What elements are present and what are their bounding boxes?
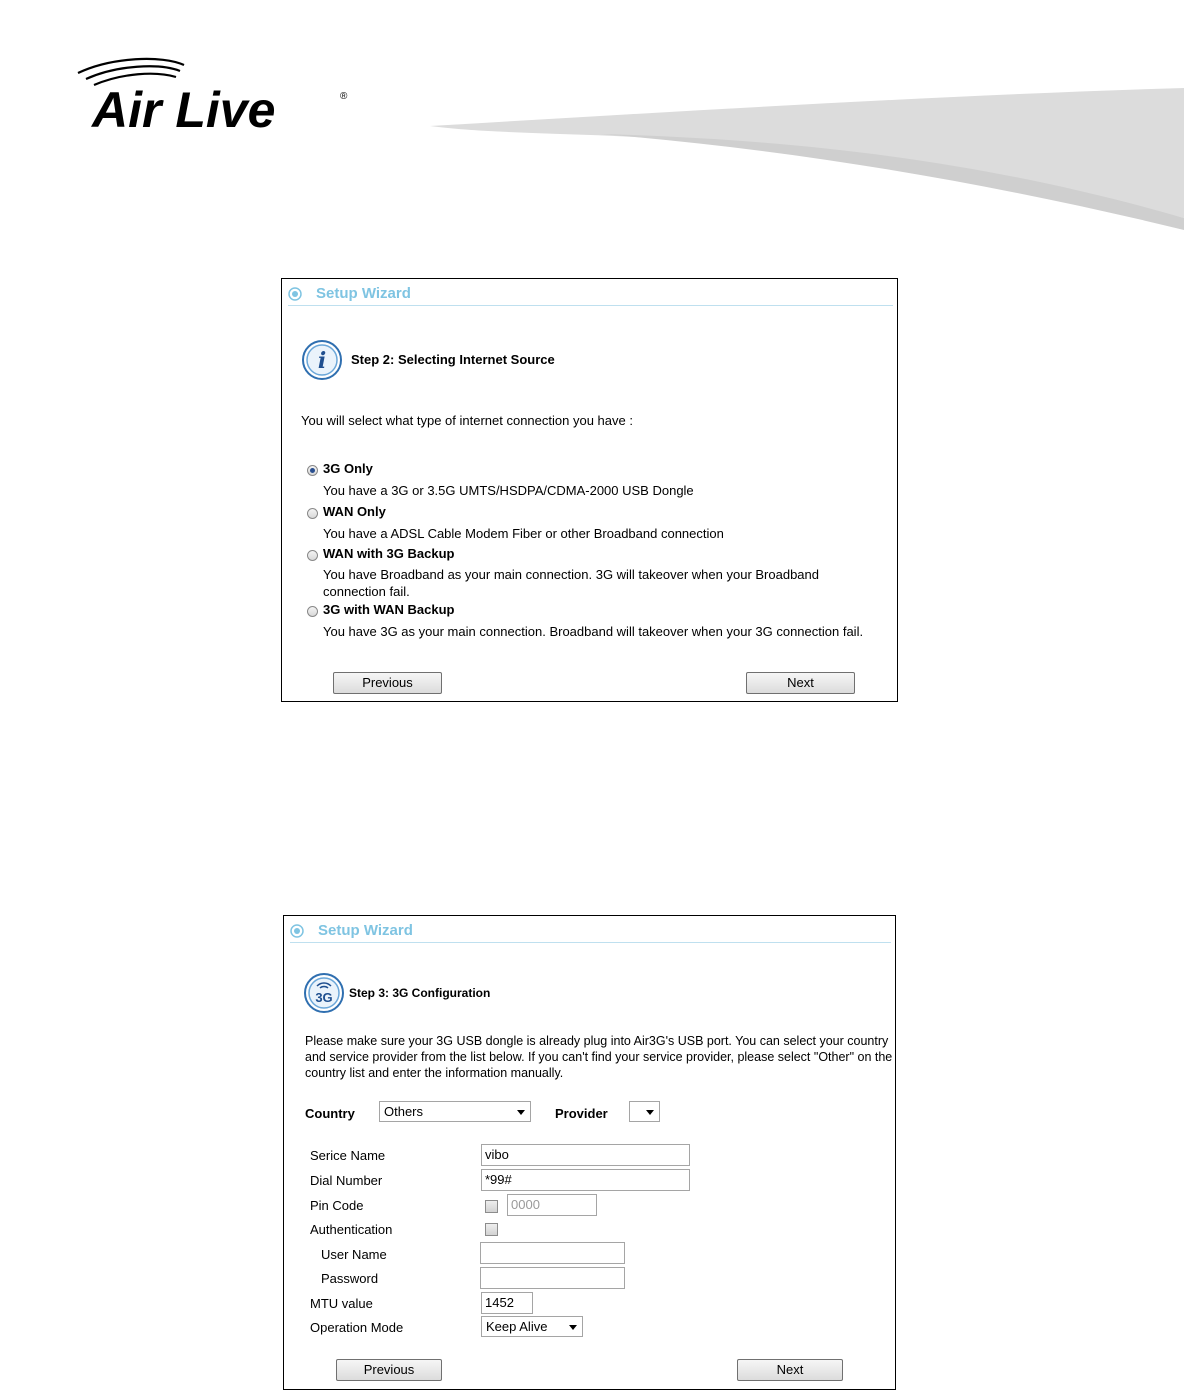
step-title: Step 3: 3G Configuration (349, 986, 491, 1000)
chevron-down-icon (517, 1110, 525, 1115)
authentication-label: Authentication (310, 1222, 393, 1237)
chevron-down-icon (646, 1110, 654, 1115)
3g-icon (303, 972, 345, 1014)
next-button[interactable]: Next (746, 672, 855, 694)
chevron-down-icon (569, 1325, 577, 1330)
dial-number-input[interactable]: *99# (481, 1169, 690, 1191)
user-name-label: User Name (321, 1247, 387, 1262)
option-label-3g-only: 3G Only (323, 461, 373, 476)
svg-text:i: i (317, 348, 327, 374)
registered-mark: ® (340, 91, 348, 102)
wizard-bullet-icon (288, 287, 302, 301)
radio-wan-with-3g-backup[interactable] (307, 550, 318, 561)
next-button[interactable]: Next (737, 1359, 843, 1381)
info-icon (301, 339, 343, 381)
option-desc-wan-only: You have a ADSL Cable Modem Fiber or other Broadband connection (323, 526, 724, 541)
provider-label: Provider (555, 1106, 608, 1121)
wizard-bullet-icon (290, 924, 304, 938)
option-label-wan-only: WAN Only (323, 504, 386, 519)
previous-button[interactable]: Previous (336, 1359, 442, 1381)
step-title: Step 2: Selecting Internet Source (351, 352, 555, 367)
operation-mode-select-value: Keep Alive (486, 1319, 548, 1334)
option-label-3g-with-wan-backup: 3G with WAN Backup (323, 602, 455, 617)
country-select[interactable] (379, 1101, 531, 1122)
radio-3g-with-wan-backup[interactable] (307, 606, 318, 617)
logo-wordmark: Air Live (92, 82, 276, 135)
option-desc-3g-only: You have a 3G or 3.5G UMTS/HSDPA/CDMA-2000 USB Dongle (323, 483, 694, 498)
authentication-checkbox[interactable] (485, 1223, 498, 1236)
country-select-value: Others (384, 1104, 424, 1119)
password-input[interactable] (480, 1267, 625, 1289)
service-name-label: Serice Name (310, 1148, 386, 1163)
option-label-wan-with-3g-backup: WAN with 3G Backup (323, 546, 455, 561)
wizard-title: Setup Wizard (318, 922, 413, 939)
pin-code-input[interactable]: 0000 (507, 1194, 597, 1216)
wizard-header (290, 922, 891, 943)
setup-wizard-step3 (283, 915, 896, 1390)
password-label: Password (321, 1271, 379, 1286)
country-label: Country (305, 1106, 355, 1121)
user-name-input[interactable] (480, 1242, 625, 1264)
option-desc-wan-with-3g-backup: You have Broadband as your main connection. 3G will takeover when your Broadband connection fail. (323, 567, 819, 599)
radio-3g-only[interactable] (307, 465, 318, 476)
intro-text: Please make sure your 3G USB dongle is already plug into Air3G's USB port. You can select your country and service provider from the list below. If you can't find your service provider, please select "Other" on the country list and enter the information manually. (305, 1034, 893, 1080)
previous-button[interactable]: Previous (333, 672, 442, 694)
wizard-header (288, 285, 893, 306)
wizard-title: Setup Wizard (316, 285, 411, 302)
provider-select[interactable] (629, 1101, 660, 1122)
mtu-label: MTU value (310, 1296, 373, 1311)
operation-mode-select[interactable] (481, 1316, 583, 1337)
dial-number-label: Dial Number (310, 1173, 383, 1188)
mtu-input[interactable]: 1452 (481, 1292, 533, 1314)
intro-text: You will select what type of internet connection you have : (301, 413, 633, 428)
service-name-input[interactable]: vibo (481, 1144, 690, 1166)
pin-code-checkbox[interactable] (485, 1200, 498, 1213)
operation-mode-label: Operation Mode (310, 1320, 404, 1335)
radio-wan-only[interactable] (307, 508, 318, 519)
setup-wizard-step2 (281, 278, 898, 702)
pin-code-label: Pin Code (310, 1198, 364, 1213)
option-desc-3g-with-wan-backup: You have 3G as your main connection. Broadband will takeover when your 3G connection fail. (323, 624, 864, 639)
airlive-logo (72, 55, 362, 135)
svg-text:3G: 3G (315, 990, 333, 1005)
